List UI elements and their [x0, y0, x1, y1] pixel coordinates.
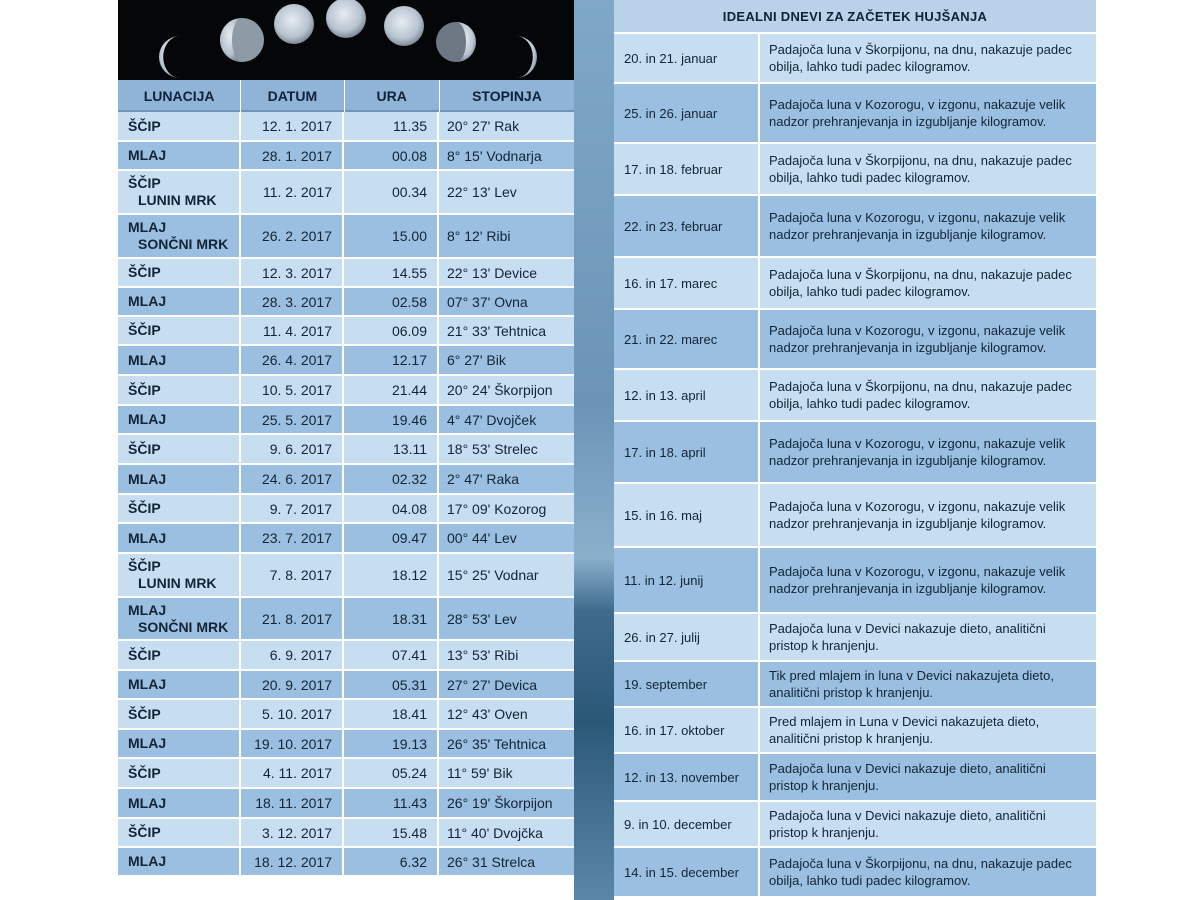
diet-table-row [614, 258, 1096, 310]
diet-date-cell: 11. in 12. junij [614, 548, 760, 612]
diet-table-row [614, 310, 1096, 370]
moon-table-row [118, 346, 574, 376]
phase-label: ŠČIP [128, 705, 161, 722]
moon-table-row [118, 819, 574, 848]
moon-table-row [118, 112, 574, 142]
diet-date-cell: 16. in 17. oktober [614, 708, 760, 752]
phase-cell [118, 259, 241, 286]
phase-cell [118, 641, 241, 669]
time-cell: 18.41 [344, 700, 439, 728]
degree-cell: 26° 19' Škorpijon [447, 795, 553, 811]
moon-table-row [118, 171, 574, 215]
degree-cell: 8° 15' Vodnarja [447, 147, 542, 164]
phase-label: MLAJ [128, 794, 167, 811]
phase-cell [118, 317, 241, 344]
phase-cell [118, 465, 241, 493]
phase-label: ŠČIP [128, 175, 161, 191]
date-cell: 18. 12. 2017 [241, 848, 344, 875]
date-cell: 21. 8. 2017 [241, 598, 344, 639]
date-cell: 4. 11. 2017 [241, 759, 344, 787]
diet-date-cell: 25. in 26. januar [614, 84, 760, 142]
diet-date-cell: 20. in 21. januar [614, 34, 760, 82]
degree-cell: 27° 27' Devica [447, 676, 537, 693]
date-cell: 10. 5. 2017 [241, 376, 344, 404]
diet-description-cell: Padajoča luna v Kozorogu, v izgonu, nakazuje velik nadzor prehranjevanja in izgubljanje kilogramov. [769, 564, 1066, 596]
phase-cell [118, 495, 241, 522]
gibbous-moon-icon [274, 4, 314, 44]
phase-label: MLAJ [128, 293, 167, 309]
time-cell: 15.00 [344, 215, 439, 257]
crescent-moon-left-icon [159, 36, 180, 78]
phase-cell [118, 435, 241, 463]
phase-cell [118, 171, 241, 213]
phase-cell [118, 142, 241, 169]
phase-label: MLAJ [128, 411, 167, 427]
phase-label: ŠČIP [128, 558, 161, 574]
diet-date-cell: 14. in 15. december [614, 848, 760, 896]
waning-gibbous-moon-icon [384, 6, 424, 46]
diet-description-cell: Pred mlajem in Luna v Devici nakazujeta dieto, analitični pristop k hranjenju. [769, 714, 1040, 746]
diet-description-cell: Padajoča luna v Škorpijonu, na dnu, nakazuje padec obilja, lahko tudi padec kilogramov. [769, 379, 1072, 411]
diet-date-cell: 9. in 10. december [614, 802, 760, 846]
moon-table-row [118, 700, 574, 730]
diet-table-row [614, 614, 1096, 662]
moon-table-row [118, 524, 574, 554]
degree-cell: 12° 43' Oven [447, 706, 528, 722]
moon-table-row [118, 406, 574, 435]
moon-phases-illustration [118, 0, 574, 80]
moon-table-row [118, 554, 574, 598]
time-cell: 15.48 [344, 819, 439, 846]
time-cell: 12.17 [344, 346, 439, 374]
time-cell: 06.09 [344, 317, 439, 344]
moon-table-row [118, 671, 574, 700]
date-cell: 26. 2. 2017 [241, 215, 344, 257]
degree-cell: 18° 53' Strelec [447, 441, 538, 457]
diet-description-cell: Padajoča luna v Škorpijonu, na dnu, nakazuje padec obilja, lahko tudi padec kilogramov. [769, 267, 1072, 299]
phase-cell [118, 671, 241, 698]
diet-date-cell: 16. in 17. marec [614, 258, 760, 308]
date-cell: 5. 10. 2017 [241, 700, 344, 728]
phase-cell [118, 215, 241, 257]
diet-table-row [614, 144, 1096, 196]
diet-table-row [614, 548, 1096, 614]
phase-label: MLAJ [128, 529, 167, 546]
degree-cell: 11° 59' Bik [447, 765, 513, 781]
diet-table-row [614, 754, 1096, 802]
phase-label: ŠČIP [128, 381, 161, 398]
date-cell: 20. 9. 2017 [241, 671, 344, 698]
degree-cell: 00° 44' Lev [447, 530, 517, 546]
degree-cell: 26° 31 Strelca [447, 853, 536, 870]
date-cell: 9. 7. 2017 [241, 495, 344, 522]
degree-cell: 07° 37' Ovna [447, 293, 528, 310]
moon-table-row [118, 317, 574, 346]
diet-date-cell: 26. in 27. julij [614, 614, 760, 660]
phase-cell [118, 376, 241, 404]
phase-cell [118, 819, 241, 846]
degree-cell: 11° 40' Dvojčka [447, 824, 543, 841]
diet-table-row [614, 662, 1096, 708]
phase-label: MLAJ [128, 676, 167, 692]
diet-table-row [614, 84, 1096, 144]
date-cell: 9. 6. 2017 [241, 435, 344, 463]
time-cell: 19.13 [344, 730, 439, 757]
degree-cell: 2° 47' Raka [447, 471, 520, 487]
diet-date-cell: 19. september [614, 662, 760, 706]
phase-cell [118, 288, 241, 315]
time-cell: 07.41 [344, 641, 439, 669]
degree-cell: 28° 53' Lev [447, 610, 517, 627]
degree-cell: 17° 09' Kozorog [447, 500, 547, 517]
degree-cell: 15° 25' Vodnar [447, 567, 539, 583]
phase-label: ŠČIP [128, 117, 161, 134]
phase-label: ŠČIP [128, 646, 161, 663]
date-cell: 28. 1. 2017 [241, 142, 344, 169]
degree-cell: 4° 47' Dvojček [447, 411, 537, 428]
time-cell: 09.47 [344, 524, 439, 552]
full-moon-icon [326, 0, 366, 38]
diet-table-row [614, 848, 1096, 898]
time-cell: 6.32 [344, 848, 439, 875]
phase-cell [118, 524, 241, 552]
header-stopinja: STOPINJA [472, 88, 542, 104]
header-lunacija: LUNACIJA [118, 80, 241, 112]
time-cell: 00.08 [344, 142, 439, 169]
diet-table-title: IDEALNI DNEVI ZA ZAČETEK HUJŠANJA [614, 0, 1096, 34]
degree-cell: 13° 53' Ribi [447, 647, 519, 663]
diet-table-row [614, 484, 1096, 548]
time-cell: 04.08 [344, 495, 439, 522]
moon-table-row [118, 495, 574, 524]
degree-cell: 6° 27' Bik [447, 352, 506, 368]
date-cell: 11. 2. 2017 [241, 171, 344, 213]
phase-cell [118, 700, 241, 728]
header-ura: URA [345, 80, 440, 112]
diet-description-cell: Padajoča luna v Kozorogu, v izgonu, nakazuje velik nadzor prehranjevanja in izgubljanje kilogramov. [769, 97, 1066, 129]
date-cell: 6. 9. 2017 [241, 641, 344, 669]
date-cell: 19. 10. 2017 [241, 730, 344, 757]
time-cell: 18.12 [344, 554, 439, 596]
eclipse-label: LUNIN MRK [138, 192, 217, 208]
ocean-background-strip [574, 0, 614, 900]
moon-table-row [118, 730, 574, 759]
diet-description-cell: Padajoča luna v Škorpijonu, na dnu, nakazuje padec obilja, lahko tudi padec kilogramov. [769, 153, 1072, 185]
date-cell: 7. 8. 2017 [241, 554, 344, 596]
diet-date-cell: 17. in 18. april [614, 422, 760, 482]
moon-table-row [118, 759, 574, 789]
diet-description-cell: Padajoča luna v Škorpijonu, na dnu, nakazuje padec obilja, lahko tudi padec kilogramov. [769, 856, 1072, 888]
moon-table-row [118, 848, 574, 877]
diet-description-cell: Padajoča luna v Devici nakazuje dieto, analitični pristop k hranjenju. [769, 621, 1046, 653]
time-cell: 14.55 [344, 259, 439, 286]
phase-cell [118, 730, 241, 757]
degree-cell: 22° 13' Device [447, 264, 537, 281]
date-cell: 3. 12. 2017 [241, 819, 344, 846]
date-cell: 18. 11. 2017 [241, 789, 344, 817]
phase-label: ŠČIP [128, 500, 161, 516]
date-cell: 12. 1. 2017 [241, 112, 344, 140]
phase-cell [118, 346, 241, 374]
phase-label: ŠČIP [128, 824, 161, 840]
phase-label: ŠČIP [128, 440, 161, 457]
diet-description-cell: Padajoča luna v Kozorogu, v izgonu, nakazuje velik nadzor prehranjevanja in izgubljanje kilogramov. [769, 210, 1066, 242]
phase-label: MLAJ [128, 470, 167, 487]
degree-cell: 21° 33' Tehtnica [447, 322, 547, 339]
phase-cell [118, 759, 241, 787]
phase-cell [118, 554, 241, 596]
degree-cell: 20° 24' Škorpijon [447, 382, 553, 398]
moon-table-row [118, 465, 574, 495]
phase-label: MLAJ [128, 735, 167, 751]
time-cell: 05.24 [344, 759, 439, 787]
moon-phase-panel [118, 0, 574, 900]
eclipse-label: LUNIN MRK [138, 575, 217, 591]
diet-table-row [614, 802, 1096, 848]
diet-description-cell: Padajoča luna v Kozorogu, v izgonu, nakazuje velik nadzor prehranjevanja in izgubljanje kilogramov. [769, 436, 1066, 468]
diet-description-cell: Padajoča luna v Devici nakazuje dieto, analitični pristop k hranjenju. [769, 761, 1046, 793]
time-cell: 11.35 [344, 112, 439, 140]
moon-table-row [118, 598, 574, 641]
moon-table-row [118, 259, 574, 288]
phase-label: ŠČIP [128, 764, 161, 781]
crescent-moon-right-icon [516, 36, 537, 78]
diet-table-row [614, 370, 1096, 422]
time-cell: 02.32 [344, 465, 439, 493]
diet-date-cell: 22. in 23. februar [614, 196, 760, 256]
date-cell: 12. 3. 2017 [241, 259, 344, 286]
diet-date-cell: 21. in 22. marec [614, 310, 760, 368]
diet-date-cell: 12. in 13. november [614, 754, 760, 800]
moon-table-row [118, 376, 574, 406]
time-cell: 05.31 [344, 671, 439, 698]
time-cell: 21.44 [344, 376, 439, 404]
phase-label: MLAJ [128, 219, 167, 235]
phase-label: MLAJ [128, 853, 167, 869]
eclipse-label: SONČNI MRK [138, 618, 229, 635]
phase-cell [118, 789, 241, 817]
date-cell: 11. 4. 2017 [241, 317, 344, 344]
moon-table-row [118, 435, 574, 465]
diet-date-cell: 17. in 18. februar [614, 144, 760, 194]
time-cell: 11.43 [344, 789, 439, 817]
diet-description-cell: Padajoča luna v Devici nakazuje dieto, analitični pristop k hranjenju. [769, 808, 1046, 840]
phase-cell [118, 112, 241, 140]
moon-table-body [118, 112, 574, 877]
phase-cell [118, 406, 241, 433]
date-cell: 23. 7. 2017 [241, 524, 344, 552]
time-cell: 00.34 [344, 171, 439, 213]
date-cell: 24. 6. 2017 [241, 465, 344, 493]
time-cell: 13.11 [344, 435, 439, 463]
diet-date-cell: 15. in 16. maj [614, 484, 760, 546]
diet-table-body [614, 34, 1096, 898]
moon-table-row [118, 142, 574, 171]
phase-cell [118, 848, 241, 875]
diet-table-row [614, 34, 1096, 84]
moon-table-row [118, 789, 574, 819]
date-cell: 26. 4. 2017 [241, 346, 344, 374]
diet-description-cell: Padajoča luna v Škorpijonu, na dnu, nakazuje padec obilja, lahko tudi padec kilogramov. [769, 42, 1072, 74]
phase-label: MLAJ [128, 147, 167, 163]
date-cell: 28. 3. 2017 [241, 288, 344, 315]
phase-label: MLAJ [128, 351, 167, 368]
phase-label: ŠČIP [128, 322, 161, 338]
header-datum: DATUM [241, 80, 344, 112]
phase-cell [118, 598, 241, 639]
time-cell: 18.31 [344, 598, 439, 639]
diet-description-cell: Tik pred mlajem in luna v Devici nakazujeta dieto, analitični pristop k hranjenju. [769, 668, 1054, 700]
moon-table-row [118, 215, 574, 259]
diet-description-cell: Padajoča luna v Kozorogu, v izgonu, nakazuje velik nadzor prehranjevanja in izgubljanje kilogramov. [769, 499, 1066, 531]
diet-table-row [614, 708, 1096, 754]
moon-table-row [118, 641, 574, 671]
degree-cell: 20° 27' Rak [447, 118, 520, 134]
time-cell: 02.58 [344, 288, 439, 315]
moon-table-header [118, 80, 574, 112]
phase-label: MLAJ [128, 601, 167, 618]
eclipse-label: SONČNI MRK [138, 236, 229, 252]
date-cell: 25. 5. 2017 [241, 406, 344, 433]
degree-cell: 8° 12' Ribi [447, 228, 511, 244]
time-cell: 19.46 [344, 406, 439, 433]
diet-table-row [614, 196, 1096, 258]
degree-cell: 26° 35' Tehtnica [447, 735, 547, 752]
diet-date-cell: 12. in 13. april [614, 370, 760, 420]
diet-days-panel [614, 0, 1096, 900]
diet-description-cell: Padajoča luna v Kozorogu, v izgonu, nakazuje velik nadzor prehranjevanja in izgubljanje kilogramov. [769, 323, 1066, 355]
moon-phases-banner [118, 0, 574, 80]
degree-cell: 22° 13' Lev [447, 184, 517, 200]
moon-table-row [118, 288, 574, 317]
phase-label: ŠČIP [128, 264, 161, 280]
diet-table-row [614, 422, 1096, 484]
